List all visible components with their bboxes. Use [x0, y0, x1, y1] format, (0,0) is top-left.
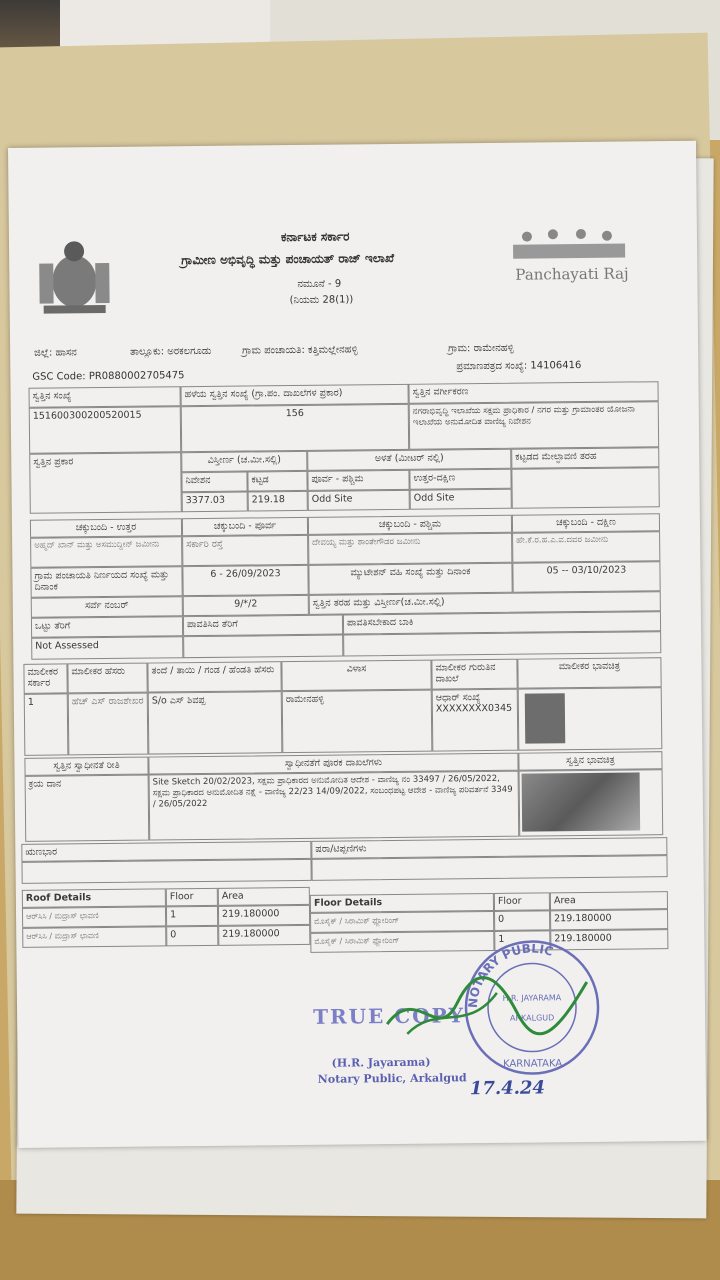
site-area-value: 3377.03 — [182, 492, 248, 513]
floor-number-header: Floor — [494, 892, 550, 911]
owner-photo-header: ಮಾಲೀಕರ ಭಾವಚಿತ್ರ — [517, 657, 661, 689]
roof-row-2-floor: 0 — [166, 926, 218, 947]
form-number: ನಮೂನೆ - 9 — [297, 278, 342, 290]
green-signature-icon — [377, 962, 598, 1054]
floor-row-1-type: ಮೊಸೈಕ್ / ಸಿರಾಮಿಕ್ ಫ್ಲೋರಿಂಗ್ — [310, 911, 494, 933]
pending-value — [343, 631, 661, 656]
dept-title: ಗ್ರಾಮೀಣ ಅಭಿವೃದ್ಧಿ ಮತ್ತು ಪಂಚಾಯತ್ ರಾಜ್ ಇಲಾಖೆ — [181, 250, 395, 268]
survey-label: ಸರ್ವೆ ನಂಬರ್ — [31, 596, 183, 618]
floor-row-2-floor: 1 — [494, 930, 550, 951]
east-west-label: ಪೂರ್ವ - ಪಶ್ಚಿಮ — [307, 470, 409, 491]
floor-row-2-area: 219.180000 — [550, 929, 668, 950]
north-south-value: Odd Site — [410, 489, 512, 510]
tax-value: Not Assessed — [31, 636, 183, 660]
resolution-label: ಗ್ರಾಮ ಪಂಚಾಯತಿ ನಿರ್ಣಯದ ಸಂಖ್ಯೆ ಮತ್ತು ದಿನಾಂಕ — [30, 566, 182, 598]
document-sheet — [8, 141, 706, 1148]
floor-details-title: Floor Details — [310, 893, 494, 913]
logo-text: Panchayati Raj — [515, 264, 629, 284]
north-boundary-value: ಅಹ್ಮದ್ ಖಾನ್ ಮತ್ತು ಅಸಮುದ್ದೀನ್ ಜಮೀನು — [30, 536, 182, 568]
seal-state-text: KARNATAKA — [503, 1058, 563, 1070]
mutation-value: 05 -- 03/10/2023 — [512, 561, 660, 593]
property-photo-cell — [519, 769, 664, 837]
owner-id-document: ಆಧಾರ್ ಸಂಖ್ಯೆ XXXXXXXX0345 — [432, 689, 519, 752]
notary-name: (H.R. Jayarama) — [331, 1055, 431, 1070]
tax-label: ಒಟ್ಟು ತೆರಿಗೆ — [31, 616, 183, 638]
gram-panchayat: ಗ್ರಾಮ ಪಂಚಾಯತಿ: ಕತ್ತಿಮಲ್ಲೇನಹಳ್ಳಿ — [242, 344, 358, 357]
seal-inner-text: H.R. JAYARAMA — [502, 993, 562, 1003]
notary-date: 17.4.24 — [469, 1077, 546, 1100]
gsc-code: GSC Code: PR0880002705475 — [32, 370, 185, 383]
roof-area-header: Area — [218, 887, 310, 906]
panchayati-raj-logo — [505, 223, 636, 294]
building-label: ಕಟ್ಟಡ — [247, 471, 307, 492]
floor-row-2-type: ಮೊಸೈಕ್ / ಸಿರಾಮಿಕ್ ಫ್ಲೋರಿಂಗ್ — [310, 931, 494, 953]
seal-place-text: ARKALGUD — [509, 1013, 555, 1023]
certificate-number: ಪ್ರಮಾಣಪತ್ರದ ಸಂಖ್ಯೆ: 14106416 — [456, 360, 582, 373]
old-number-label: ಹಳೆಯ ಸ್ವತ್ತಿನ ಸಂಖ್ಯೆ (ಗ್ರಾ.ಪಂ. ದಾಖಲೆಗಳ ಪ್ರಕಾರ) — [181, 384, 409, 406]
paper-pile — [60, 0, 270, 48]
owner-name-header: ಮಾಲೀಕರ ಹೆಸರು — [67, 663, 147, 694]
district: ಜಿಲ್ಲೆ: ಹಾಸನ — [34, 347, 77, 359]
dimension-label: ವಿಸ್ತೀರ್ಣ (ಚ.ಮೀ.ಸಲ್ಲಿ) — [181, 451, 307, 472]
paid-label: ಪಾವತಿಸಿದ ತೆರಿಗೆ — [183, 615, 343, 637]
mutation-label: ಮ್ಯುಟೇಶನ್ ವಹಿ ಸಂಖ್ಯೆ ಮತ್ತು ದಿನಾಂಕ — [308, 563, 512, 595]
floor-area-header: Area — [550, 891, 668, 910]
resolution-value: 6 - 26/09/2023 — [182, 565, 308, 596]
roof-type-value — [511, 467, 659, 509]
roof-row-2-type: ಆರ್‌ಸಿಸಿ / ಮದ್ರಾಸ್ ಛಾವಣಿ — [22, 926, 166, 948]
owner-serial-header: ಮಾಲೀಕರ ಸರ್ಕಾರ — [23, 663, 67, 693]
old-number-value: 156 — [181, 404, 409, 452]
owner-serial: 1 — [24, 693, 69, 755]
remarks-value — [311, 855, 667, 881]
east-west-value: Odd Site — [308, 490, 410, 511]
roof-row-1-floor: 1 — [166, 906, 218, 927]
west-boundary-label: ಚಕ್ಕುಬಂದಿ - ಪಶ್ಚಿಮ — [308, 515, 512, 535]
property-photo — [522, 772, 641, 831]
acquisition-label: ಸ್ವತ್ತಿನ ಸ್ವಾಧೀನತೆ ರೀತಿ — [24, 757, 148, 776]
owner-address-header: ವಿಳಾಸ — [281, 660, 431, 692]
extent-label: ಸ್ವತ್ತಿನ ತರಹ ಮತ್ತು ವಿಸ್ತೀರ್ಣ(ಚ.ಮೀ.ಸಲ್ಲಿ) — [309, 591, 661, 615]
property-photo-label: ಸ್ವತ್ತಿನ ಭಾವಚಿತ್ರ — [518, 751, 662, 771]
owner-name: ಹೆಚ್ ಎಸ್ ರಾಜಶೇಖರ — [68, 693, 149, 756]
floor-row-1-floor: 0 — [494, 910, 550, 931]
roof-details-title: Roof Details — [22, 888, 166, 908]
form-rule: (ನಿಯಮ 28(1)) — [289, 294, 354, 307]
taluk: ತಾಲ್ಲೂಕು: ಅರಕಲಗೂಡು — [130, 345, 212, 358]
govt-title: ಕರ್ನಾಟಕ ಸರ್ಕಾರ — [280, 229, 350, 245]
classification-value: ನಗರಾಭಿವೃದ್ಧಿ ಇಲಾಖೆಯ ಸಕ್ಷಮ ಪ್ರಾಧಿಕಾರ / ನಗರ ಮತ್ತು ಗ್ರಾಮಾಂತರ ಯೋಜನಾ ಇಲಾಖೆಯ ಅನುಮೋದಿತ ವಾಣಿಜ್ಯ ನಿವೇಶನ — [409, 401, 659, 450]
liabilities-value — [21, 859, 311, 884]
survey-value: 9/*/2 — [183, 595, 309, 616]
acquisition-value: ಕ್ರಯ ದಾನ — [25, 775, 150, 842]
roof-row-1-type: ಆರ್‌ಸಿಸಿ / ಮದ್ರಾಸ್ ಛಾವಣಿ — [22, 906, 166, 928]
length-label: ಅಳತೆ (ಮೀಟರ್ ನಲ್ಲಿ) — [307, 449, 511, 471]
paid-value — [183, 635, 343, 659]
floor-row-1-area: 219.180000 — [550, 909, 668, 930]
roof-row-2-area: 219.180000 — [218, 925, 310, 946]
property-id-value: 151600300200520015 — [29, 406, 181, 454]
roof-row-1-area: 219.180000 — [218, 905, 310, 926]
notary-title: Notary Public, Arkalgud — [317, 1071, 467, 1086]
south-boundary-value: ಹೇ.ಕೆ.ರ.ಹ.ಎ.ವ.ದವರ ಜಮೀನು — [512, 531, 660, 563]
building-area-value: 219.18 — [248, 491, 308, 512]
owner-address: ರಾಮೇನಹಳ್ಳಿ — [282, 690, 433, 754]
owner-photo-cell — [518, 687, 663, 751]
roof-floor-header: Floor — [166, 888, 218, 907]
roof-type-label: ಕಟ್ಟಡದ ಮೇಲ್ಛಾವಣಿ ತರಹ — [511, 447, 659, 469]
owner-id-header: ಮಾಲೀಕರ ಗುರುತಿನ ದಾಖಲೆ — [431, 659, 517, 690]
seal-outer-text: NOTARY PUBLIC — [465, 941, 555, 1009]
west-boundary-value: ದೇವಯ್ಯ ಮತ್ತು ಶಾಂತೇಗೌಡರ ಜಮೀನು — [308, 533, 512, 565]
east-boundary-label: ಚಕ್ಕುಬಂದಿ - ಪೂರ್ವ — [182, 517, 308, 536]
site-label: ನಿವೇಶನ — [181, 472, 247, 493]
north-boundary-label: ಚಕ್ಕುಬಂದಿ - ಉತ್ತರ — [30, 518, 182, 538]
true-copy-stamp: TRUE COPY — [312, 1003, 466, 1029]
pending-label: ಪಾವತಿಸಬೇಕಾದ ಬಾಕಿ — [343, 611, 661, 634]
property-id-label: ಸ್ವತ್ತಿನ ಸಂಖ್ಯೆ — [29, 386, 181, 408]
owner-photo — [525, 693, 566, 743]
south-boundary-label: ಚಕ್ಕುಬಂದಿ - ದಕ್ಷಿಣ — [512, 513, 660, 533]
village: ಗ್ರಾಮ: ರಾಮೇನಹಳ್ಳಿ — [448, 342, 514, 355]
liabilities-label: ಋಣಭಾರ — [21, 841, 311, 862]
property-type-label: ಸ್ವತ್ತಿನ ಪ್ರಕಾರ — [29, 452, 182, 514]
remarks-label: ಷರಾ/ಟಿಪ್ಪಣಿಗಳು — [311, 837, 667, 859]
owner-relation: S/o ಎಸ್ ಶಿವಪ್ಪ — [148, 691, 283, 754]
north-south-label: ಉತ್ತರ-ದಕ್ಷಿಣ — [409, 469, 511, 490]
supporting-docs-label: ಸ್ವಾಧೀನತೆಗೆ ಪೂರಕ ದಾಖಲೆಗಳು — [148, 753, 518, 775]
east-boundary-value: ಸರ್ಕಾರಿ ರಸ್ತೆ — [182, 535, 308, 566]
karnataka-emblem-icon — [29, 233, 120, 318]
owner-relation-header: ತಂದೆ / ತಾಯಿ / ಗಂಡ / ಹೆಂಡತಿ ಹೆಸರು — [147, 661, 281, 692]
supporting-docs-value: Site Sketch 20/02/2023, ಸಕ್ಷಮ ಪ್ರಾಧಿಕಾರದ ಅನುಮೋದಿತ ಆದೇಶ - ವಾಣಿಜ್ಯ ನಂ 33497 / 26/05/2022, ಸಕ್ಷಮ ಪ್ರಾಧಿಕಾರದ ಅನುಮೋದಿತ ನಕ್ಷೆ - ವಾಣಿಜ್ಯ 22/23 14/09/2022, ಸಂಬಂಧಪಟ್ಟ ಆದೇಶ - ವಾಣಿಜ್ಯ ಪರಿವರ್ತನೆ 3349 / 26/05/2022 — [149, 771, 520, 841]
classification-label: ಸ್ವತ್ತಿನ ವರ್ಗೀಕರಣ — [408, 381, 658, 404]
